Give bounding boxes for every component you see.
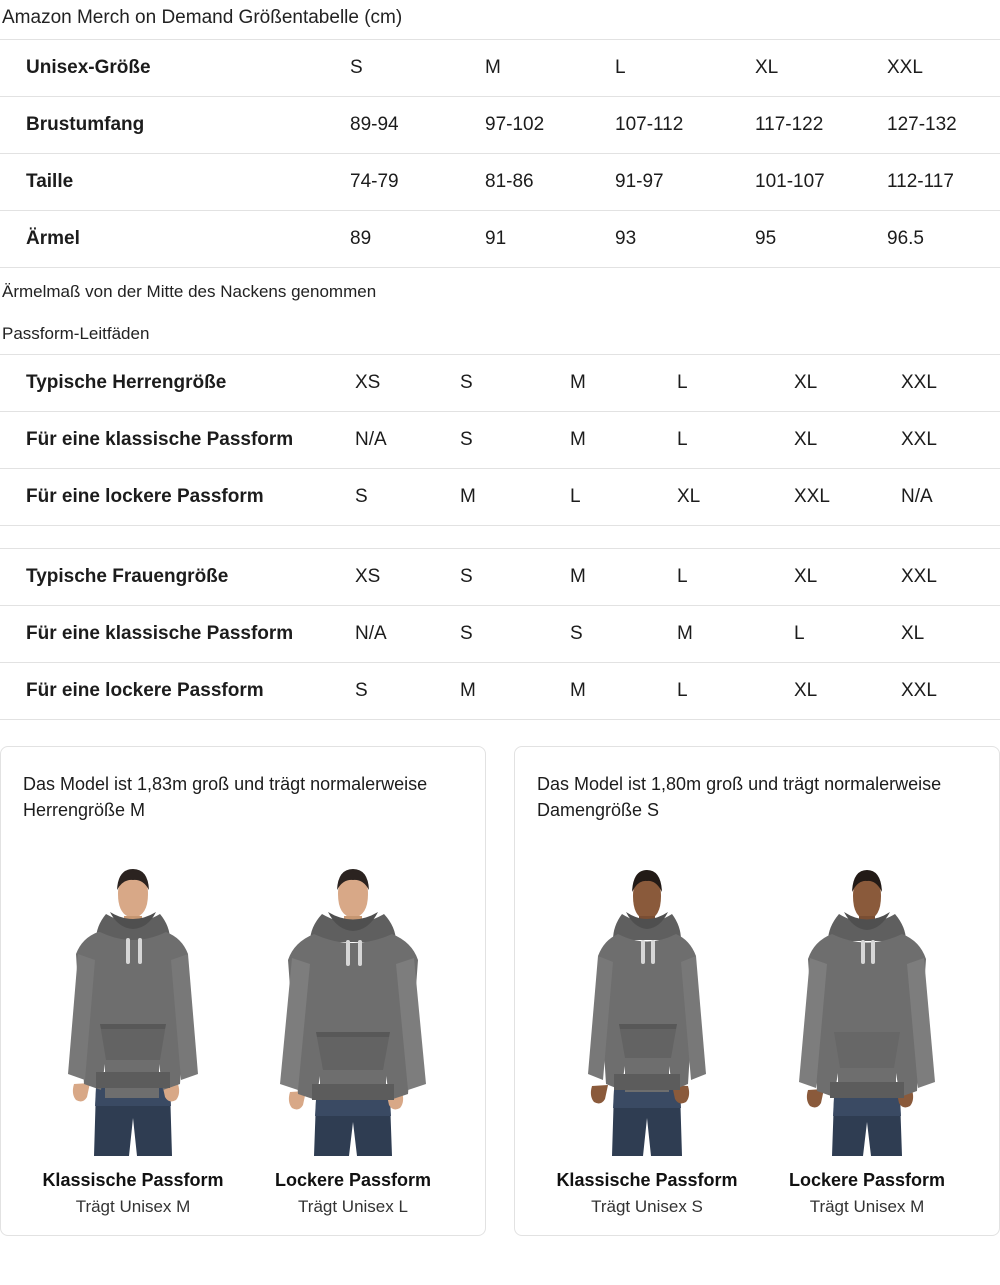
male-classic-hoodie-icon — [27, 856, 238, 1156]
cell: 91-97 — [615, 153, 755, 210]
cell: XXL — [794, 468, 901, 525]
cell: 117-122 — [755, 96, 887, 153]
cell: 93 — [615, 210, 755, 267]
cell: 91 — [485, 210, 615, 267]
cell: XXL — [887, 39, 1000, 96]
cell: XXL — [901, 548, 1000, 605]
figure-group — [537, 829, 977, 1217]
cell: XL — [677, 468, 794, 525]
table-row — [0, 153, 1000, 210]
table-row — [0, 548, 1000, 605]
cell: S — [355, 468, 460, 525]
womens-fit-table — [0, 548, 1000, 720]
figure-subtitle: Trägt Unisex S — [591, 1196, 703, 1216]
model-card-male — [0, 746, 486, 1236]
figure-female-classic — [541, 856, 752, 1217]
cell: XL — [794, 548, 901, 605]
cell: XL — [755, 39, 887, 96]
row-label: Für eine klassische Passform — [0, 605, 355, 662]
cell: S — [350, 39, 485, 96]
cell: S — [460, 411, 570, 468]
figure-title: Lockere Passform — [274, 1169, 432, 1190]
cell: XS — [355, 548, 460, 605]
table-row — [0, 210, 1000, 267]
cell: 81-86 — [485, 153, 615, 210]
female-relaxed-hoodie-icon — [761, 856, 972, 1156]
figure-subtitle: Trägt Unisex L — [298, 1196, 408, 1216]
cell: S — [460, 354, 570, 411]
cell: M — [460, 468, 570, 525]
page-title: Amazon Merch on Demand Größentabelle (cm) — [2, 7, 403, 28]
cell: M — [677, 605, 794, 662]
table-row — [0, 662, 1000, 719]
cell: L — [677, 662, 794, 719]
cell: XL — [901, 605, 1000, 662]
cell: S — [460, 605, 570, 662]
cell: M — [570, 548, 677, 605]
cell: XXL — [901, 354, 1000, 411]
cell: 112-117 — [887, 153, 1000, 210]
row-label: Brustumfang — [0, 96, 350, 153]
cell: 96.5 — [887, 210, 1000, 267]
female-classic-hoodie-icon — [541, 856, 752, 1156]
cell: M — [570, 662, 677, 719]
table-row — [0, 468, 1000, 525]
table-row — [0, 354, 1000, 411]
cell: N/A — [355, 411, 460, 468]
table-row — [0, 411, 1000, 468]
table-row — [0, 39, 1000, 96]
cell: L — [615, 39, 755, 96]
table-row — [0, 96, 1000, 153]
model-cards-row — [0, 746, 1000, 1236]
model-card-female — [514, 746, 1000, 1236]
cell: S — [570, 605, 677, 662]
figure-title: Lockere Passform — [788, 1169, 946, 1190]
cell: XXL — [901, 411, 1000, 468]
model-caption: Das Model ist 1,83m groß und trägt normalerweise Herrengröße M — [23, 773, 428, 820]
cell: M — [570, 411, 677, 468]
cell: N/A — [355, 605, 460, 662]
cell: 89 — [350, 210, 485, 267]
table-row — [0, 605, 1000, 662]
cell: 89-94 — [350, 96, 485, 153]
figure-subtitle: Trägt Unisex M — [809, 1196, 925, 1216]
cell: XL — [794, 354, 901, 411]
row-label: Ärmel — [0, 210, 350, 267]
cell: M — [460, 662, 570, 719]
figure-title: Klassische Passform — [42, 1169, 224, 1190]
cell: S — [355, 662, 460, 719]
cell: L — [677, 548, 794, 605]
cell: 107-112 — [615, 96, 755, 153]
table-spacer — [0, 526, 1000, 548]
row-label: Für eine klassische Passform — [0, 411, 355, 468]
figure-title: Klassische Passform — [556, 1169, 738, 1190]
row-label: Für eine lockere Passform — [0, 662, 355, 719]
figure-group — [23, 829, 463, 1217]
cell: N/A — [901, 468, 1000, 525]
row-label: Unisex-Größe — [0, 39, 350, 96]
cell: M — [570, 354, 677, 411]
row-label: Typische Frauengröße — [0, 548, 355, 605]
mens-fit-table — [0, 354, 1000, 526]
row-label: Taille — [0, 153, 350, 210]
cell: XS — [355, 354, 460, 411]
cell: M — [485, 39, 615, 96]
cell: 95 — [755, 210, 887, 267]
figure-male-relaxed — [247, 856, 458, 1217]
figure-female-relaxed — [761, 856, 972, 1217]
cell: L — [677, 411, 794, 468]
row-label: Typische Herrengröße — [0, 354, 355, 411]
cell: XXL — [901, 662, 1000, 719]
cell: L — [677, 354, 794, 411]
cell: L — [570, 468, 677, 525]
male-relaxed-hoodie-icon — [247, 856, 458, 1156]
sleeve-measurement-note: Ärmelmaß von der Mitte des Nackens genommen — [2, 281, 377, 301]
model-caption: Das Model ist 1,80m groß und trägt normalerweise Damengröße S — [537, 773, 942, 820]
row-label: Für eine lockere Passform — [0, 468, 355, 525]
cell: 127-132 — [887, 96, 1000, 153]
figure-subtitle: Trägt Unisex M — [75, 1196, 191, 1216]
cell: 97-102 — [485, 96, 615, 153]
figure-male-classic — [27, 856, 238, 1217]
cell: L — [794, 605, 901, 662]
cell: XL — [794, 411, 901, 468]
cell: S — [460, 548, 570, 605]
unisex-size-table — [0, 39, 1000, 268]
cell: XL — [794, 662, 901, 719]
cell: 101-107 — [755, 153, 887, 210]
cell: 74-79 — [350, 153, 485, 210]
fit-guides-label: Passform-Leitfäden — [2, 323, 150, 343]
